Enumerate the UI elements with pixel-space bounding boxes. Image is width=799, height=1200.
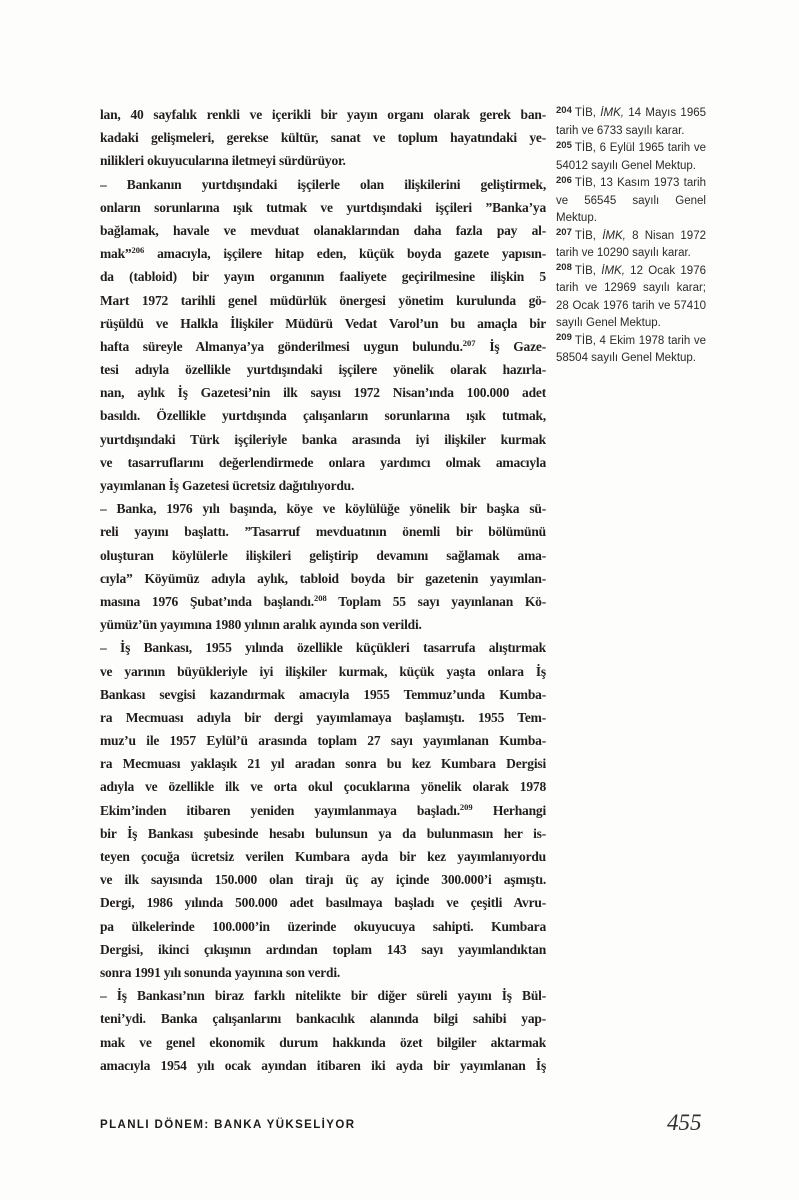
footnote: $^{208}$ TİB, İMK, 12 Ocak 1976 tarih ve 12969 sayılı karar; 28 Ocak 1976 tarih ve 57410 sayılı Genel Mektup. — [556, 262, 706, 329]
footnote-ref: 206 — [131, 245, 145, 256]
footnote-number: 209 — [556, 332, 572, 343]
text-line: Dergi, 1986 yılında 500.000 adet basılmaya başladı ve çeşitli Avru- — [100, 895, 546, 911]
footnote: $^{209}$ TİB, 4 Ekim 1978 tarih ve 58504 sayılı Genel Mektup. — [556, 332, 706, 364]
paragraph — [100, 103, 546, 173]
text-line: ve tasarruflarını değerlendirmede onlara yardımcı olmak amacıyla — [100, 454, 546, 470]
footnote-number: 208 — [556, 262, 572, 273]
footnotes — [556, 105, 706, 368]
text-line: lan, 40 sayfalık renkli ve içerikli bir yayın organı olarak gerek ban- — [100, 107, 546, 122]
footnote-ref: 209 — [459, 801, 473, 812]
paragraph — [100, 984, 546, 1077]
text-line: basıldı. Özellikle yurtdışında çalışanların sorunlarına ışık tutmak, — [100, 408, 546, 424]
text-line: reli yayını başlattı. ”Tasarruf mevduatının önemli bir bölümünü — [100, 524, 546, 540]
text-line: sonra 1991 yılı sonunda yayınına son verdi. — [100, 964, 341, 980]
text-line: muz’u ile 1957 Eylül’ü arasında toplam 27 sayı yayımlanan Kumba- — [100, 733, 546, 749]
footnote-number: 204 — [556, 104, 572, 116]
paragraph — [100, 497, 546, 636]
text-line: tesi adıyla özellikle yurtdışındaki işçilere yönelik olarak hazırla- — [100, 362, 546, 378]
body-text — [100, 103, 546, 1077]
footnote: $^{204}$ TİB, İMK, 14 Mayıs 1965 tarih ve 6733 sayılı karar. — [556, 104, 707, 137]
text-line: Dergisi, ikinci çıkışının ardından toplam 143 sayı yayımlandıktan — [100, 941, 546, 957]
footnote: $^{205}$ TİB, 6 Eylül 1965 tarih ve 54012 sayılı Genel Mektup. — [556, 139, 706, 172]
footnote: $^{207}$ TİB, İMK, 8 Nisan 1972 tarih ve 10290 sayılı karar. — [556, 227, 706, 259]
footnote-number: 206 — [556, 174, 572, 186]
paragraph — [100, 173, 546, 498]
italic-text: İMK, — [601, 264, 625, 277]
text-line: da (tabloid) bir yayın organının faaliyete geçirilmesine ilişkin 5 — [100, 269, 546, 285]
text-line: onların sorunlarına ışık tutmak ve yurtdışındaki işçileri ”Banka’ya — [100, 199, 546, 215]
text-line: yurtdışındaki Türk işçileriyle banka arasında iyi ilişkiler kurmak — [100, 431, 546, 447]
text-line: hafta süreyle Almanya’ya gönderilmesi uygun bulundu.$^{207}$ İş Gaze- — [100, 337, 546, 354]
text-line: ve yarının büyükleriyle iyi ilişkiler kurmak, küçük yaşta onlara İş — [100, 663, 546, 679]
text-line: nan, aylık İş Gazetesi’nin ilk sayısı 1972 Nisan’ında 100.000 adet — [100, 385, 546, 401]
running-footer-title: PLANLI DÖNEM: BANKA YÜKSELİYOR — [100, 1119, 356, 1131]
text-line: oluşturan köylülerle ilişkileri geliştirip devamını sağlamak ama- — [100, 547, 546, 563]
text-line: amacıyla 1954 yılı ocak ayından itibaren iki ayda bir yayımlanan İş — [100, 1057, 546, 1073]
text-line: bir İş Bankası şubesinde hesabı bulunsun ya da bulunmasın her is- — [100, 825, 546, 841]
text-line: – Banka, 1976 yılı başında, köye ve köylülüğe yönelik bir başka sü- — [100, 501, 546, 517]
text-line: bağlamak, havale ve mevduat olanaklarından daha fazla pay al- — [100, 222, 546, 238]
text-line: mak”$^{206}$ amacıyla, işçilere hitap eden, küçük boyda gazete yapısın- — [100, 245, 546, 262]
text-line: ra Mecmuası adıyla bir dergi yayımlamaya başlamıştı. 1955 Tem- — [100, 709, 546, 725]
page-number: 455 — [667, 1110, 702, 1135]
paragraph — [100, 636, 546, 984]
text-line: teni’ydi. Banka çalışanlarını bankacılık alanında bilgi sahibi yap- — [100, 1011, 546, 1027]
footnote: $^{206}$ TİB, 13 Kasım 1973 tarih ve 56545 sayılı Genel Mektup. — [556, 174, 706, 224]
text-line: adıyla ve özellikle ilk ve orta okul çocuklarına yönelik olarak 1978 — [100, 779, 546, 795]
text-line: – İş Bankası, 1955 yılında özellikle küçükleri tasarrufa alıştırmak — [100, 640, 546, 656]
text-line: yayımlanan İş Gazetesi ücretsiz dağıtılıyordu. — [100, 478, 355, 493]
text-line: kadaki gelişmeleri, gerekse kültür, sanat ve toplum hayatındaki ye- — [100, 130, 546, 146]
text-line: cıyla” Köyümüz adıyla aylık, tabloid boyda bir gazetenin yayımlan- — [100, 570, 546, 586]
text-line: mak ve genel ekonomik durum hakkında özet bilgiler aktarmak — [100, 1034, 546, 1050]
text-line: yümüz’ün yayımına 1980 yılının aralık ayında son verildi. — [100, 617, 422, 633]
footnote-number: 207 — [556, 227, 572, 238]
text-line: – Bankanın yurtdışındaki işçilerle olan ilişkilerini geliştirmek, — [100, 176, 546, 192]
text-line: nilikleri okuyucularına iletmeyi sürdürüyor. — [100, 153, 346, 169]
footnote-ref: 208 — [313, 592, 327, 603]
text-line: ra Mecmuası yaklaşık 21 yıl aradan sonra bu kez Kumbara Dergisi — [100, 756, 546, 772]
text-line: – İş Bankası’nın biraz farklı nitelikte bir diğer süreli yayını İş Bül- — [100, 988, 546, 1004]
footnote-ref: 207 — [462, 337, 476, 348]
text-line: masına 1976 Şubat’ında başlandı.$^{208}$ Toplam 55 sayı yayınlanan Kö- — [100, 592, 546, 609]
italic-text: İMK, — [600, 107, 624, 119]
text-line: rüşüldü ve Halkla İlişkiler Müdürü Vedat Varol’un bu amaçla bir — [100, 315, 546, 331]
text-line: Bankası sevgisi kazandırmak amacıyla 1955 Temmuz’unda Kumba- — [100, 686, 546, 702]
italic-text: İMK, — [602, 229, 626, 242]
text-line: Ekim’inden itibaren yeniden yayımlanmaya başladı.$^{209}$ Herhangi — [100, 801, 546, 818]
text-line: ve ilk sayısında 150.000 olan tirajı üç ay içinde 300.000’i aşmıştı. — [100, 872, 546, 888]
text-line: teyen çocuğa ücretsiz verilen Kumbara ayda bir kez yayımlanıyordu — [100, 849, 546, 864]
text-line: pa ülkelerinde 100.000’in üzerinde okuyucuya sahipti. Kumbara — [100, 918, 546, 934]
text-line: Mart 1972 tarihli genel müdürlük önergesi yönetim kurulunda gö- — [100, 292, 546, 308]
footnote-number: 205 — [556, 139, 572, 151]
